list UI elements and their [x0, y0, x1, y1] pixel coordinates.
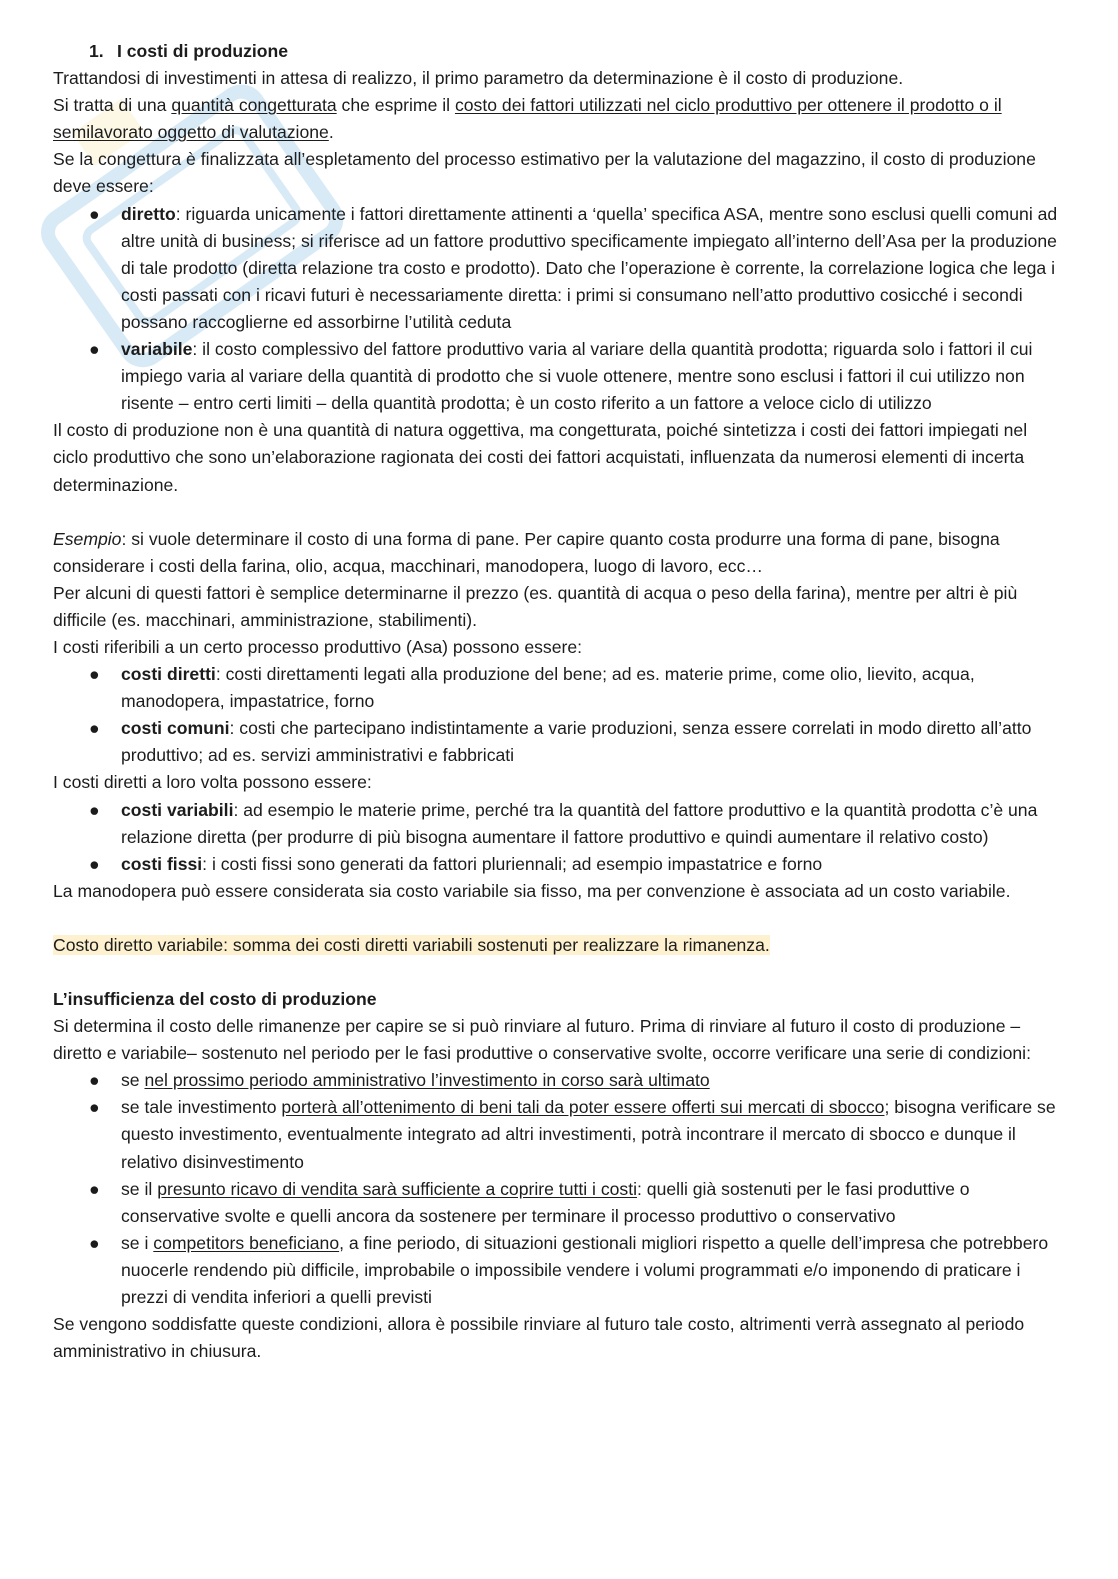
bullet-icon: ● — [89, 799, 100, 820]
list-item: ● se tale investimento porterà all’ottenimento di beni tali da poter essere offerti sui mercati di sbocco; bisogna verificare se questo investimento, eventualmente integrato ad altri investimenti, potrà incontrare il mercato di sbocco e dunque il relativo disinvestimento — [53, 1094, 1063, 1175]
labor-paragraph: La manodopera può essere considerata sia costo variabile sia fisso, ma per convenzione è associata ad un costo variabile. — [53, 880, 1011, 901]
bullet-icon: ● — [89, 1178, 100, 1199]
underlined-phrase: quantità congetturata — [171, 95, 337, 116]
bullet-icon: ● — [89, 1070, 100, 1091]
list-item: ● se i competitors beneficiano, a fine periodo, di situazioni gestionali migliori rispetto a quelle dell’impresa che potrebbero nuocerle rendendo più difficile, improbabile o impossibile vendere i volumi programmati e/o imponendo di praticare i prezzi di vendita inferiori a quelli previsti — [53, 1230, 1063, 1311]
direct-costs-intro: I costi diretti a loro volta possono essere: — [53, 772, 372, 793]
cost-types-list — [53, 661, 1063, 769]
cost-requirements-list — [53, 201, 1063, 418]
bullet-icon: ● — [89, 339, 100, 360]
intro-paragraph-3: Se la congettura è finalizzata all’espletamento del processo estimativo per la valutazione del magazzino, il costo di produzione deve essere: — [53, 149, 1036, 197]
list-item: ● se nel prossimo periodo amministrativo l’investimento in corso sarà ultimato — [53, 1067, 1063, 1094]
intro-paragraph-2: Si tratta di una quantità congetturata che esprime il costo dei fattori utilizzati nel ciclo produttivo per ottenere il prodotto o il semilavorato oggetto di valutazione. — [53, 95, 1002, 143]
list-item: ● diretto: riguarda unicamente i fattori direttamente attinenti a ‘quella’ specifica ASA, mentre sono esclusi quelli comuni ad altre unità di business; si riferisce ad un fattore produttivo specificamente impiegato all’interno dell’Asa per la produzione di tale prodotto (diretta relazione tra costo e prodotto). Dato che l’operazione è corrente, la correlazione logica che lega i costi passati con i ricavi futuri è necessariamente diretta: i primi si consumano nell’atto produttivo cosicché i secondi possano raccoglierne ed assorbirne l’utilità ceduta — [53, 201, 1063, 336]
list-item: ● costi fissi: i costi fissi sono generati da fattori pluriennali; ad esempio impastatrice e forno — [53, 851, 1063, 878]
list-item: ● costi diretti: costi direttamenti legati alla produzione del bene; ad es. materie prime, come olio, lievito, acqua, manodopera, impastatrice, forno — [53, 661, 1063, 715]
intro-paragraph-1: Trattandosi di investimenti in attesa di realizzo, il primo parametro da determinazione è il costo di produzione. — [53, 68, 904, 89]
nature-paragraph: Il costo di produzione non è una quantità di natura oggettiva, ma congetturata, poiché sintetizza i costi dei fattori impiegati nel ciclo produttivo che sono un’elaborazione ragionata dei costi dei fattori acquistati, influenzata da numerosi elementi di incerta determinazione. — [53, 420, 1028, 495]
bullet-icon: ● — [89, 853, 100, 874]
subsection-intro: Si determina il costo delle rimanenze per capire se si può rinviare al futuro. Prima di rinviare al futuro il costo di produzione –diretto e variabile– sostenuto nel periodo per le fasi produttive o conservative svolte, occorre verificare una serie di condizioni: — [53, 1016, 1031, 1064]
conclusion-paragraph: Se vengono soddisfatte queste condizioni, allora è possibile rinviare al futuro tale costo, altrimenti verrà assegnato al periodo amministrativo in chiusura. — [53, 1314, 1025, 1362]
example-paragraph-1: Esempio: si vuole determinare il costo di una forma di pane. Per capire quanto costa produrre una forma di pane, bisogna considerare i costi della farina, olio, acqua, macchinari, manodopera, luogo di lavoro, ecc… — [53, 528, 1000, 576]
example-paragraph-3: I costi riferibili a un certo processo produttivo (Asa) possono essere: — [53, 636, 583, 657]
highlighted-definition: Costo diretto variabile: somma dei costi diretti variabili sostenuti per realizzare la rimanenza. — [53, 934, 770, 955]
conditions-list — [53, 1067, 1063, 1311]
list-item: ● se il presunto ricavo di vendita sarà sufficiente a coprire tutti i costi: quelli già sostenuti per le fasi produttive o conservative svolte e quelli ancora da sostenere per terminare il processo produttivo o conservativo — [53, 1176, 1063, 1230]
bullet-icon: ● — [89, 718, 100, 739]
example-label: Esempio — [53, 528, 122, 549]
underlined-phrase: costo dei fattori utilizzati nel ciclo produttivo per ottenere il prodotto o il semilavorato oggetto di valutazione — [53, 95, 1002, 143]
list-item: ● costi comuni: costi che partecipano indistintamente a varie produzioni, senza essere correlati in modo diretto all’atto produttivo; ad es. servizi amministrativi e fabbricati — [53, 715, 1063, 769]
example-paragraph-2: Per alcuni di questi fattori è semplice determinarne il prezzo (es. quantità di acqua o peso della farina), mentre per altri è più difficile (es. macchinari, amministrazione, stabilimenti). — [53, 582, 1018, 630]
list-item: ● costi variabili: ad esempio le materie prime, perché tra la quantità del fattore produttivo e la quantità prodotta c’è una relazione diretta (per produrre di più bisogna aumentare il fattore produttivo e quindi aumentare il relativo costo) — [53, 797, 1063, 851]
section-heading — [53, 38, 1063, 65]
document-page — [53, 38, 1063, 1365]
bullet-icon: ● — [89, 664, 100, 685]
heading-title: I costi di produzione — [117, 41, 289, 61]
heading-number: 1. — [89, 41, 104, 61]
list-item: ● variabile: il costo complessivo del fattore produttivo varia al variare della quantità prodotta; riguarda solo i fattori il cui impiego varia al variare della quantità di prodotto che si vuole ottenere, mentre sono esclusi i fattori il cui utilizzo non risente – entro certi limiti – della quantità prodotta; è un costo riferito a un fattore a veloce ciclo di utilizzo — [53, 336, 1063, 417]
bullet-icon: ● — [89, 1097, 100, 1118]
bullet-icon: ● — [89, 203, 100, 224]
bullet-icon: ● — [89, 1232, 100, 1253]
direct-costs-list — [53, 797, 1063, 878]
subsection-heading: L’insufficienza del costo di produzione — [53, 989, 377, 1009]
